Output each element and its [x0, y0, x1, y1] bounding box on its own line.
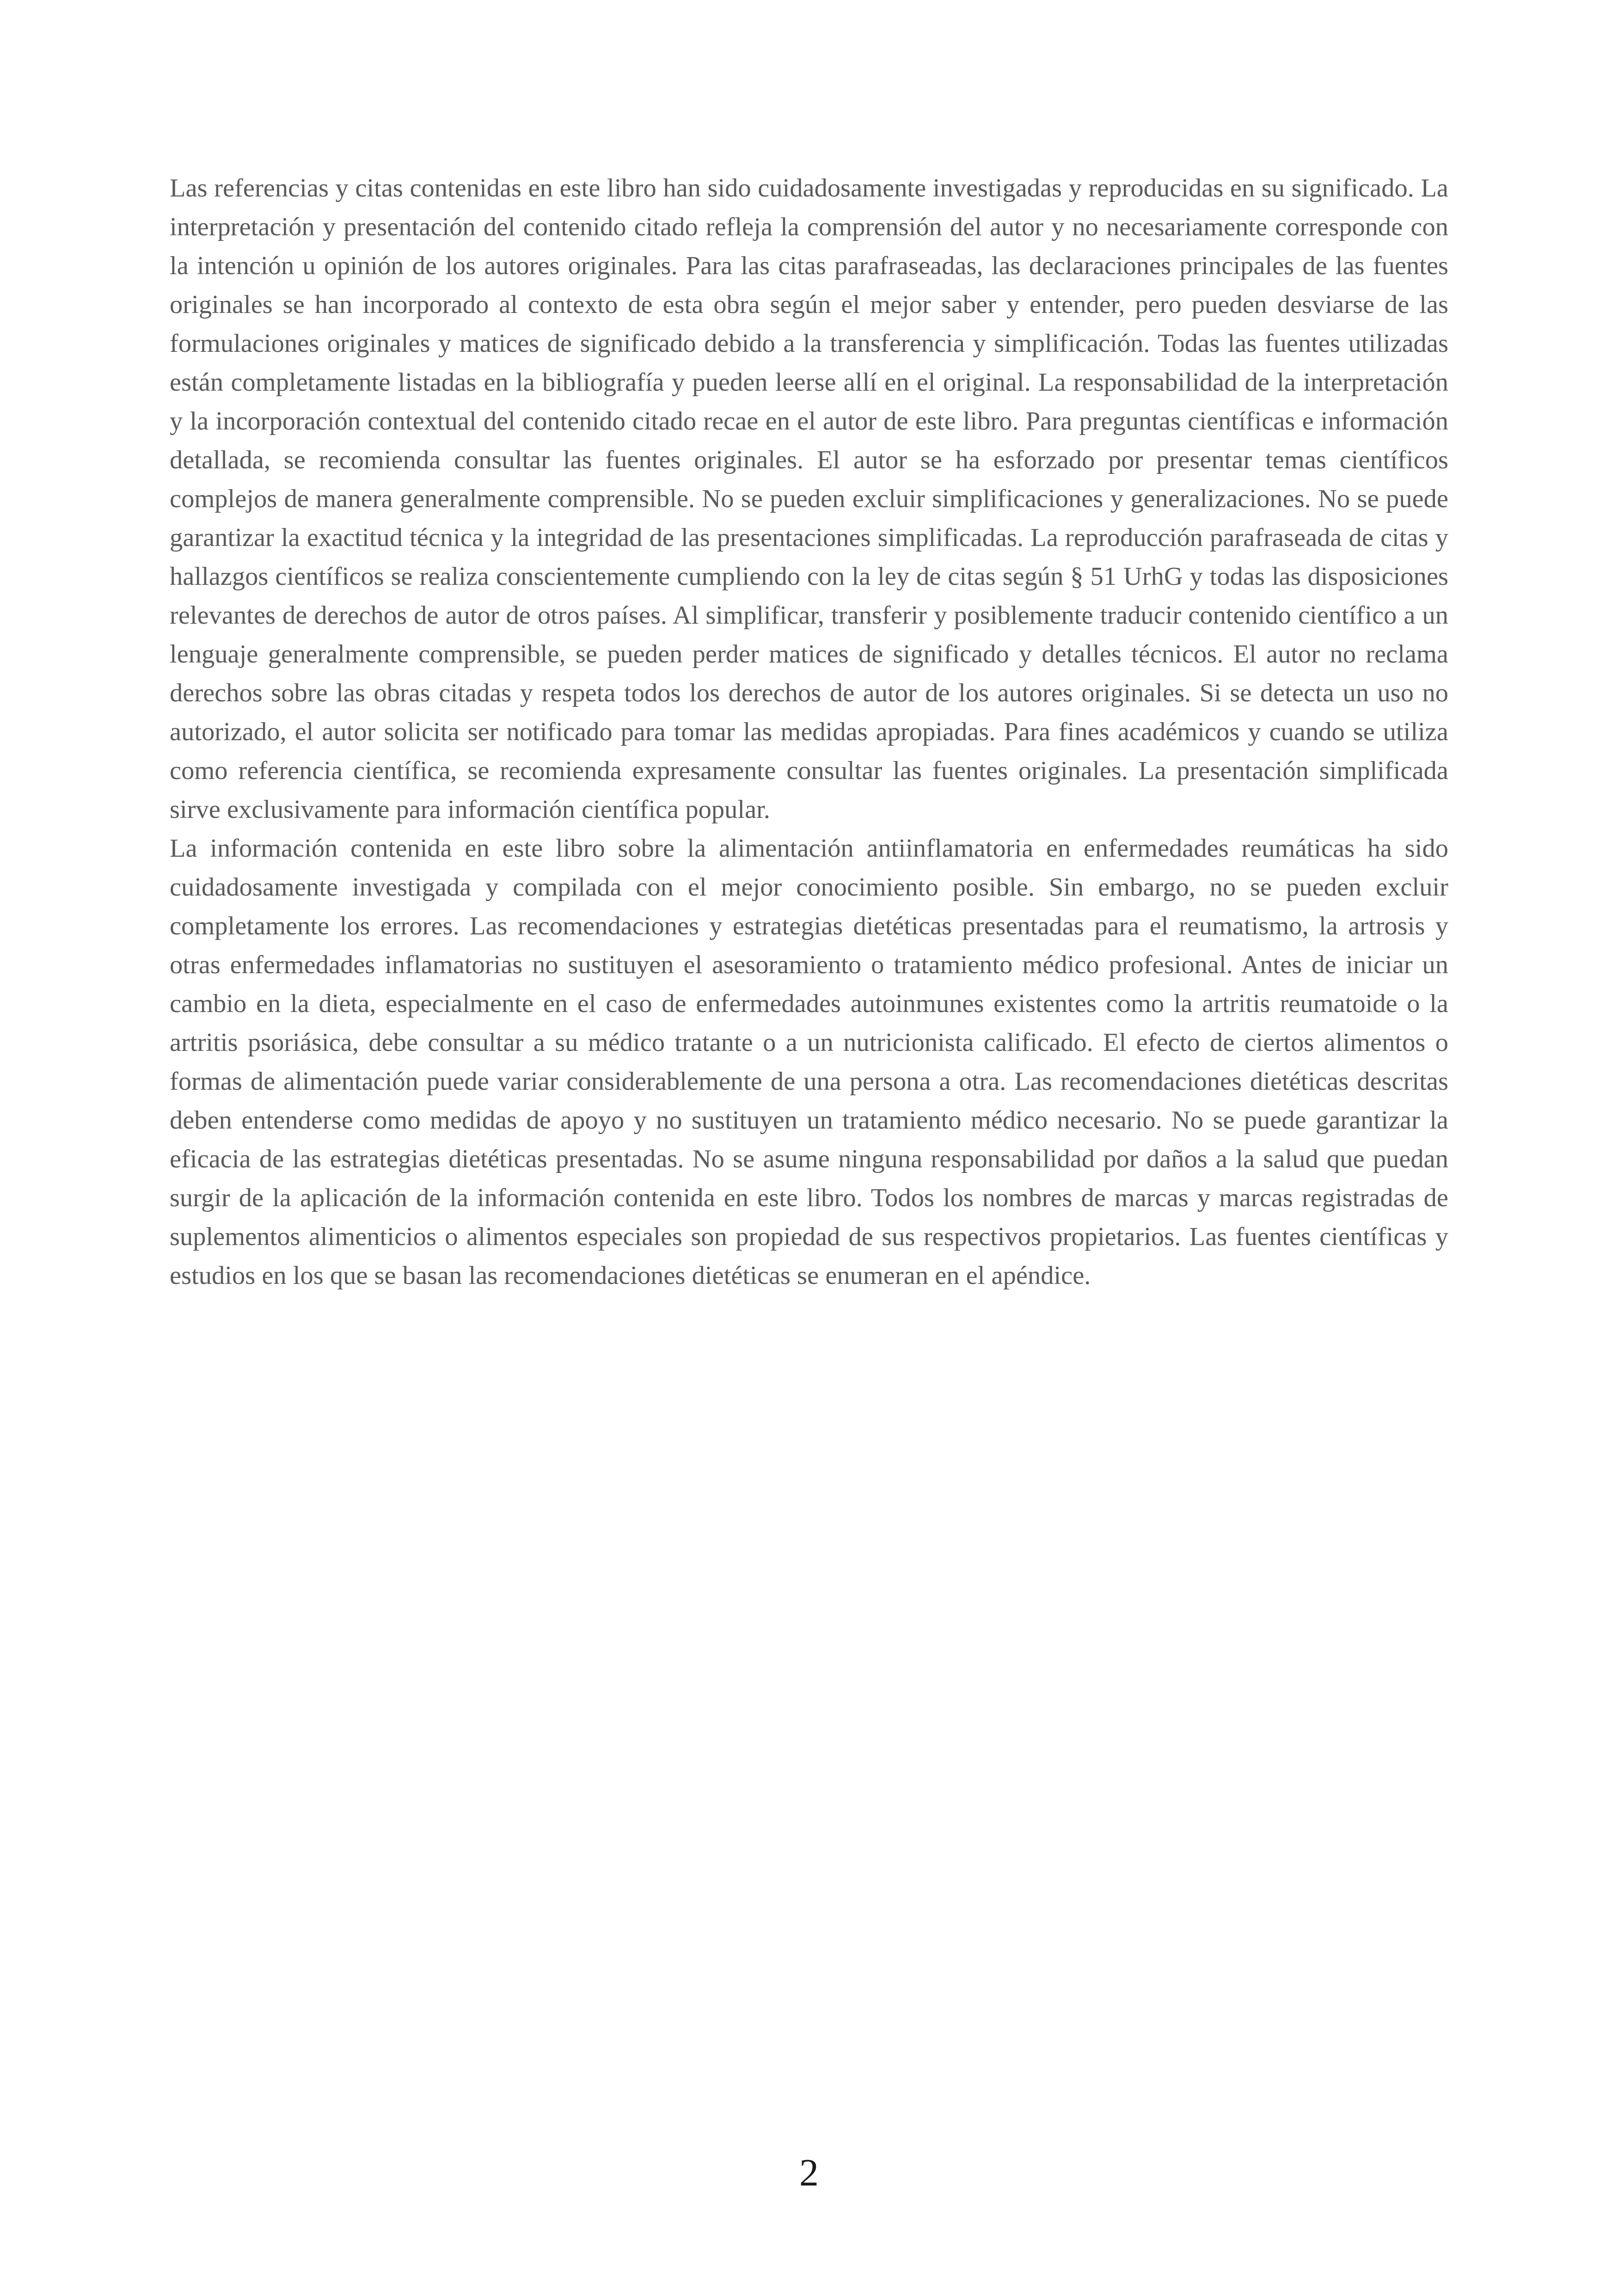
body-text	[170, 169, 1448, 1295]
page-number: 2	[799, 2151, 819, 2194]
disclaimer-medical-paragraph: La información contenida en este libro sobre la alimentación antiinflamatoria en enfermedades reumáticas ha sido cuidadosamente investigada y compilada con el mejor conocimiento posible. Sin embargo, no se pueden excluir completamente los errores. Las recomendaciones y estrategias dietéticas presentadas para el reumatismo, la artrosis y otras enfermedades inflamatorias no sustituyen el asesoramiento o tratamiento médico profesional. Antes de iniciar un cambio en la dieta, especialmente en el caso de enfermedades autoinmunes existentes como la artritis reumatoide o la artritis psoriásica, debe consultar a su médico tratante o a un nutricionista calificado. El efecto de ciertos alimentos o formas de alimentación puede variar considerablemente de una persona a otra. Las recomendaciones dietéticas descritas deben entenderse como medidas de apoyo y no sustituyen un tratamiento médico necesario. No se puede garantizar la eficacia de las estrategias dietéticas presentadas. No se asume ninguna responsabilidad por daños a la salud que puedan surgir de la aplicación de la información contenida en este libro. Todos los nombres de marcas y marcas registradas de suplementos alimenticios o alimentos especiales son propiedad de sus respectivos propietarios. Las fuentes científicas y estudios en los que se basan las recomendaciones dietéticas se enumeran en el apéndice.	[170, 834, 1448, 1290]
disclaimer-citations-paragraph: Las referencias y citas contenidas en este libro han sido cuidadosamente investigadas y reproducidas en su significado. La interpretación y presentación del contenido citado refleja la comprensión del autor y no necesariamente corresponde con la intención u opinión de los autores originales. Para las citas parafraseadas, las declaraciones principales de las fuentes originales se han incorporado al contexto de esta obra según el mejor saber y entender, pero pueden desviarse de las formulaciones originales y matices de significado debido a la transferencia y simplificación. Todas las fuentes utilizadas están completamente listadas en la bibliografía y pueden leerse allí en el original. La responsabilidad de la interpretación y la incorporación contextual del contenido citado recae en el autor de este libro. Para preguntas científicas e información detallada, se recomienda consultar las fuentes originales. El autor se ha esforzado por presentar temas científicos complejos de manera generalmente comprensible. No se pueden excluir simplificaciones y generalizaciones. No se puede garantizar la exactitud técnica y la integridad de las presentaciones simplificadas. La reproducción parafraseada de citas y hallazgos científicos se realiza conscientemente cumpliendo con la ley de citas según § 51 UrhG y todas las disposiciones relevantes de derechos de autor de otros países. Al simplificar, transferir y posiblemente traducir contenido científico a un lenguaje generalmente comprensible, se pueden perder matices de significado y detalles técnicos. El autor no reclama derechos sobre las obras citadas y respeta todos los derechos de autor de los autores originales. Si se detecta un uso no autorizado, el autor solicita ser notificado para tomar las medidas apropiadas. Para fines académicos y cuando se utiliza como referencia científica, se recomienda expresamente consultar las fuentes originales. La presentación simplificada sirve exclusivamente para información científica popular.	[170, 174, 1448, 824]
